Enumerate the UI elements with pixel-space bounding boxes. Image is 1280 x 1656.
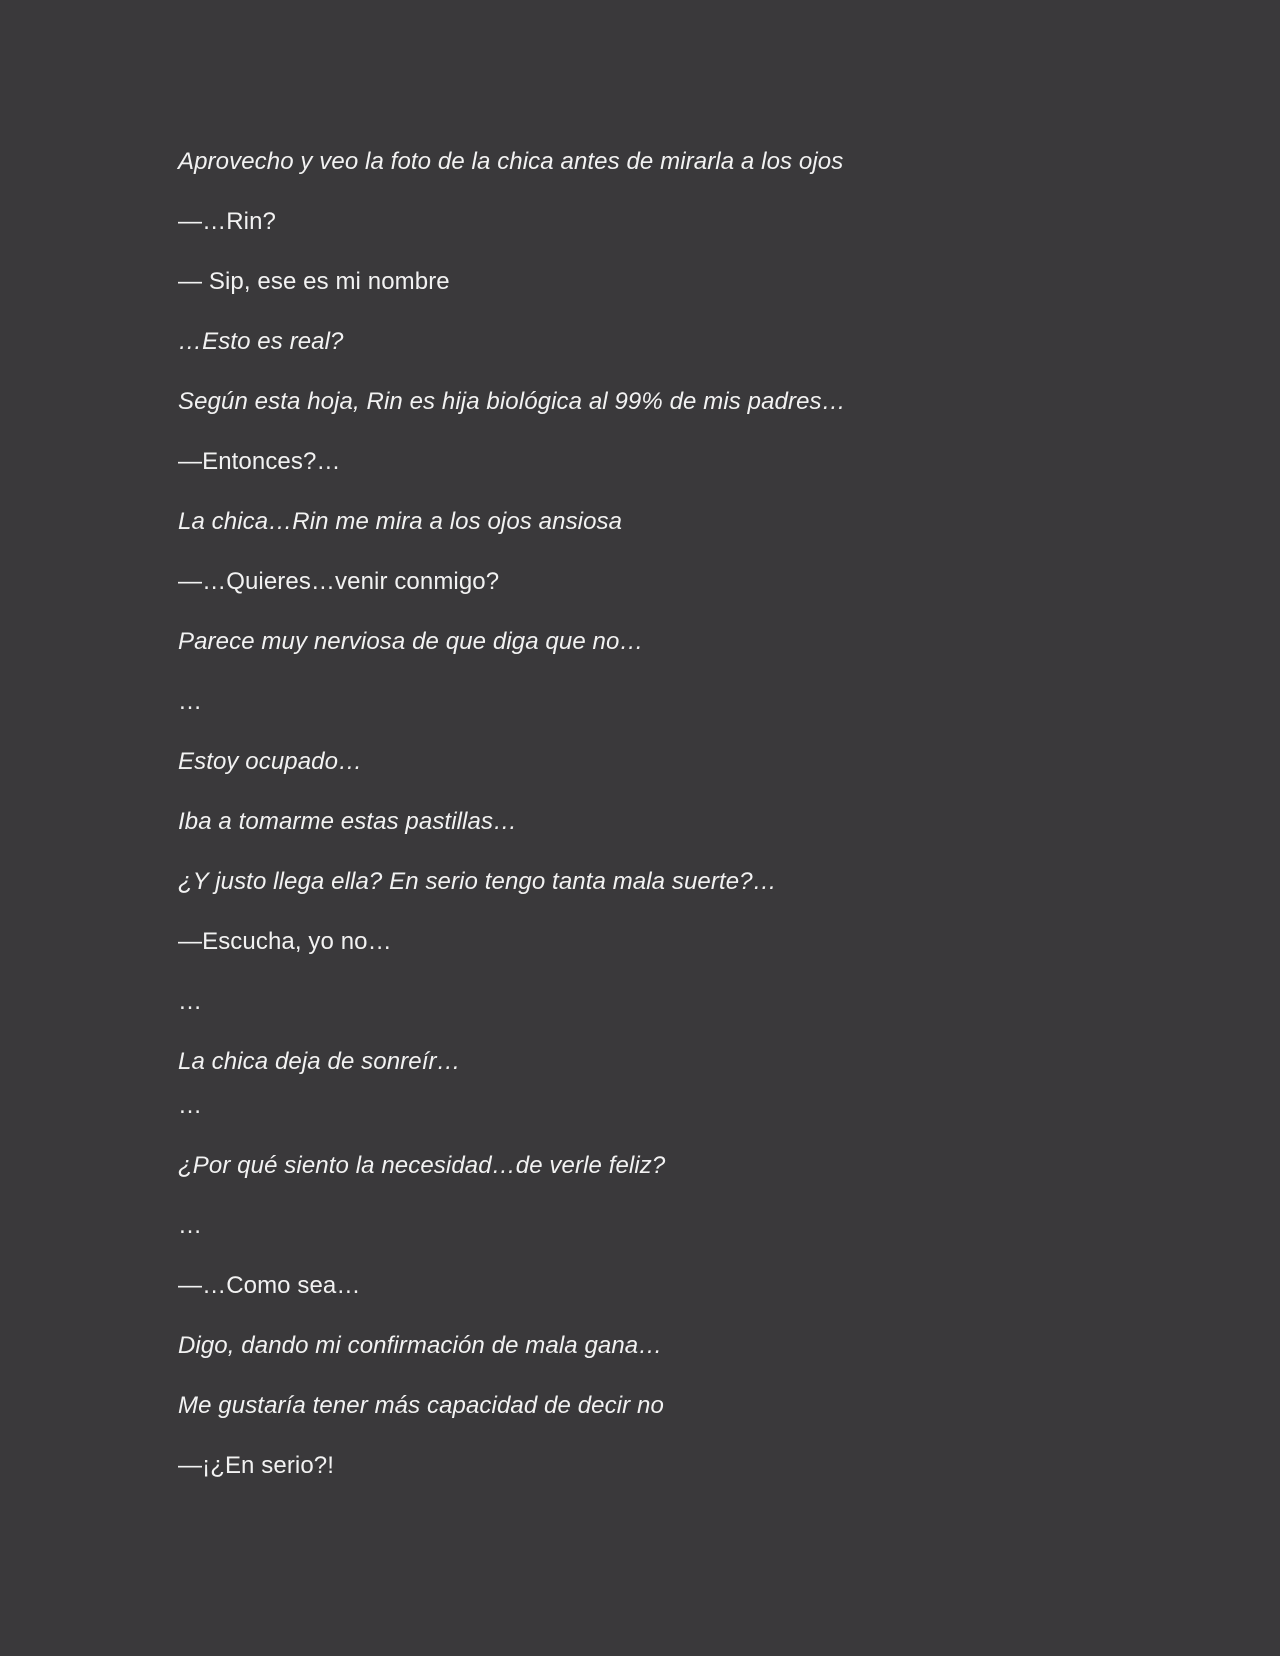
line-11: Estoy ocupado… — [178, 748, 363, 775]
line-22: Me gustaría tener más capacidad de decir no — [178, 1392, 664, 1419]
line-1: Aprovecho y veo la foto de la chica antes de mirarla a los ojos — [178, 148, 844, 175]
line-5: Según esta hoja, Rin es hija biológica al 99% de mis padres… — [178, 388, 846, 415]
line-2: —…Rin? — [178, 208, 276, 235]
line-16: La chica deja de sonreír… — [178, 1048, 461, 1075]
line-19: … — [178, 1212, 203, 1239]
line-20: —…Como sea… — [178, 1272, 361, 1299]
line-8: —…Quieres…venir conmigo? — [178, 568, 500, 595]
line-14: —Escucha, yo no… — [178, 928, 392, 955]
line-21: Digo, dando mi confirmación de mala gana… — [178, 1332, 663, 1359]
line-12: Iba a tomarme estas pastillas… — [178, 808, 518, 835]
line-15: … — [178, 988, 203, 1015]
line-17: … — [178, 1092, 203, 1119]
line-10: … — [178, 688, 203, 715]
line-9: Parece muy nerviosa de que diga que no… — [178, 628, 644, 655]
line-7: La chica…Rin me mira a los ojos ansiosa — [178, 508, 623, 535]
line-3: — Sip, ese es mi nombre — [178, 268, 450, 295]
line-13: ¿Y justo llega ella? En serio tengo tanta mala suerte?… — [178, 868, 777, 895]
line-23: —¡¿En serio?! — [178, 1452, 335, 1479]
line-6: —Entonces?… — [178, 448, 341, 475]
line-18: ¿Por qué siento la necesidad…de verle feliz? — [178, 1152, 666, 1179]
line-4: …Esto es real? — [178, 328, 344, 355]
